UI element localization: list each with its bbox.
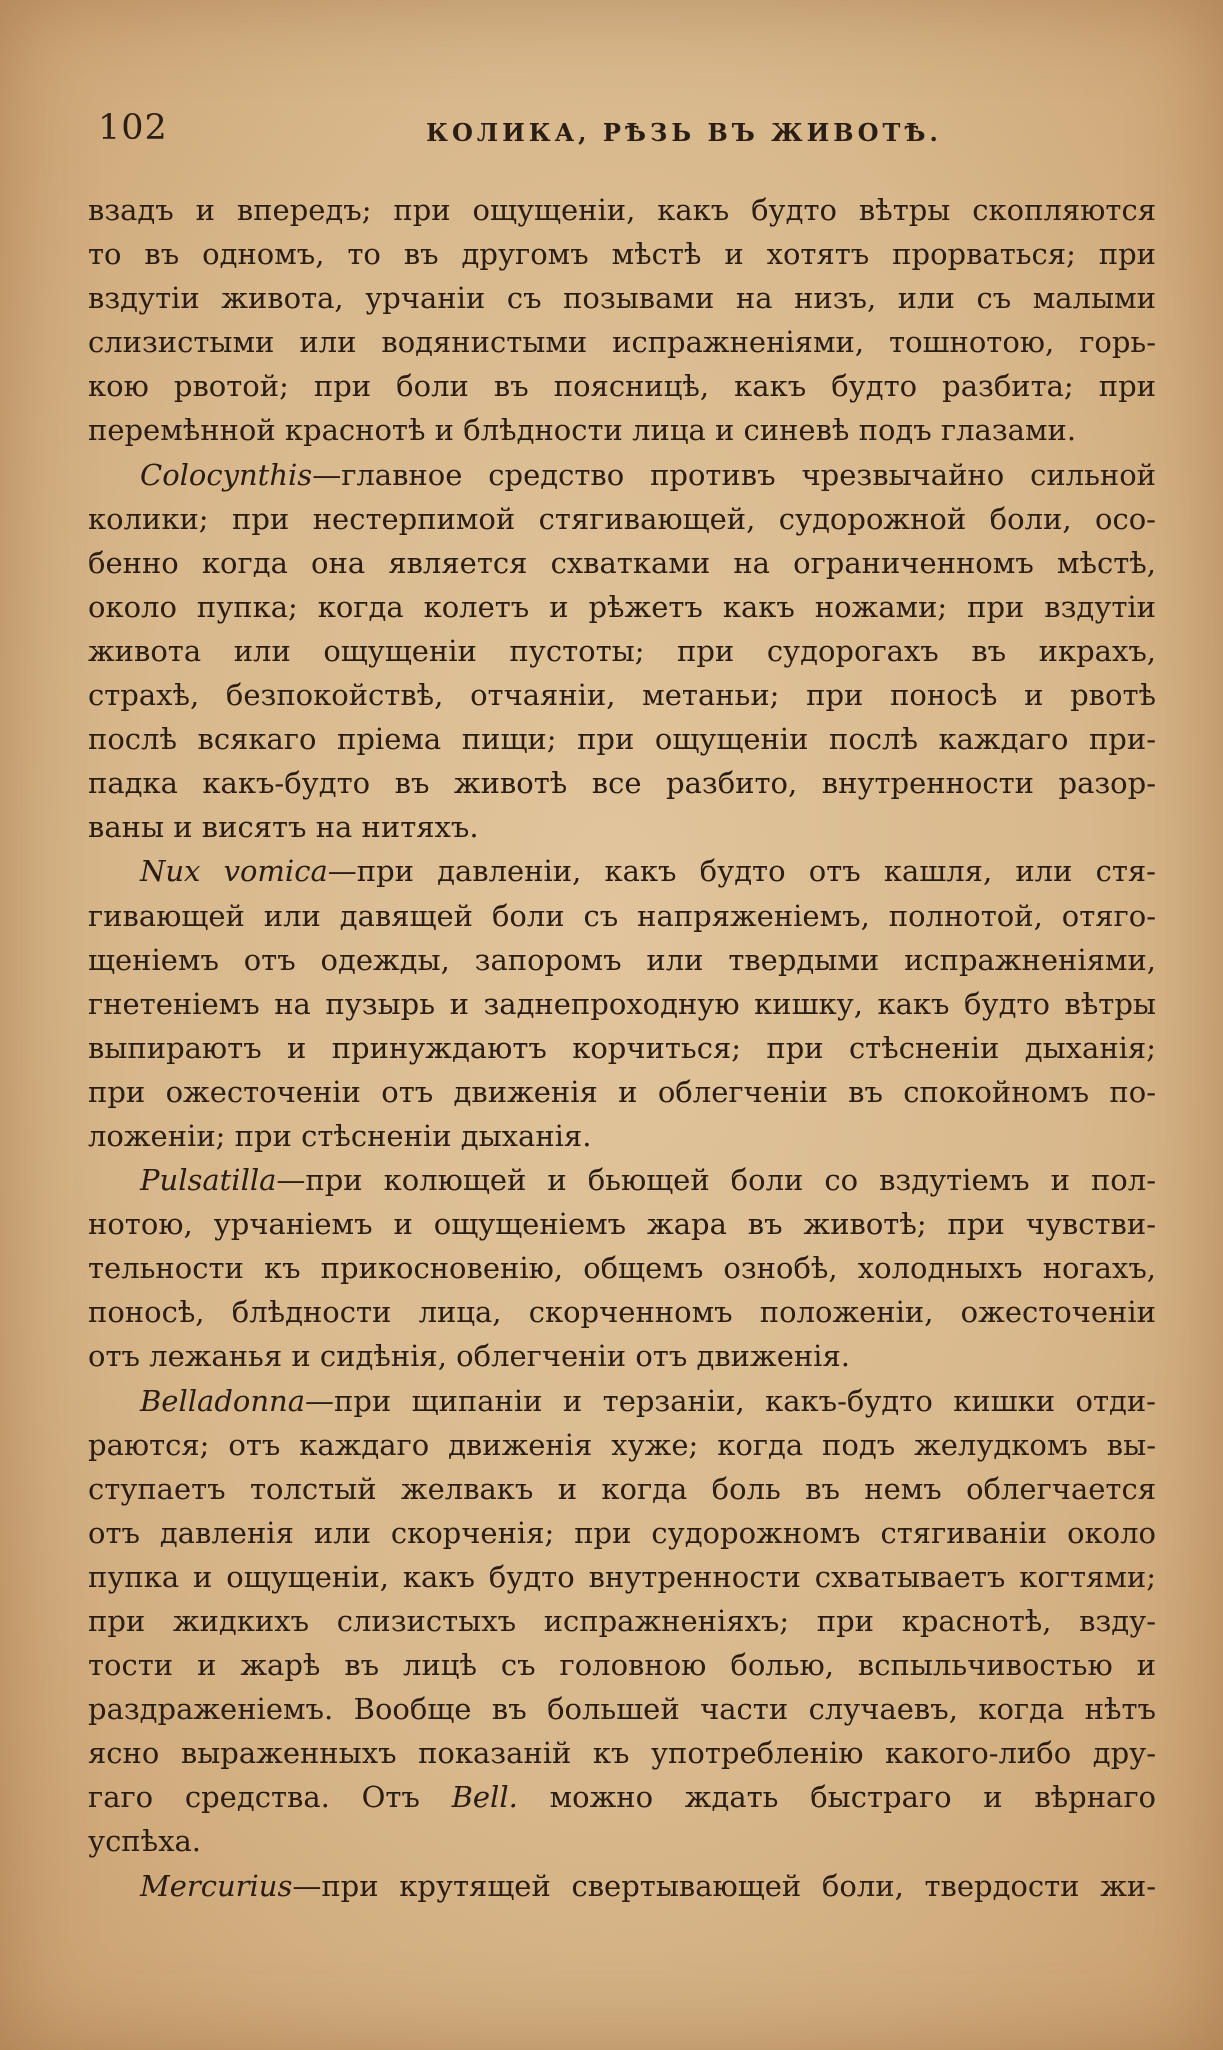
text-line — [88, 453, 1156, 497]
line-text: то въ одномъ, то въ другомъ мѣстѣ и хотятъ прорваться; при — [88, 237, 1156, 272]
line-text: ложеніи; при стѣсненіи дыханія. — [88, 1118, 592, 1153]
line-text: тельности къ прикосновенію, общемъ ознобѣ, холодныхъ ногахъ, — [88, 1251, 1156, 1286]
text-line — [88, 982, 1156, 1026]
line-text: отъ давленія или скорченія; при судорожномъ стягиваніи около — [88, 1515, 1156, 1550]
text-line — [88, 585, 1156, 629]
line-text: страхѣ, безпокойствѣ, отчаяніи, метаньи; при поносѣ и рвотѣ — [88, 678, 1156, 713]
line-text: при жидкихъ слизистыхъ испражненіяхъ; при краснотѣ, взду- — [88, 1604, 1156, 1638]
line-text: отъ лежанья и сидѣнія, облегченіи отъ движенія. — [88, 1339, 850, 1374]
text-line — [88, 1467, 1156, 1511]
text-line — [88, 805, 1156, 849]
text-line — [88, 1864, 1156, 1908]
text-line — [88, 1379, 1156, 1423]
line-text: около пупка; когда колетъ и рѣжетъ какъ ножами; при вздутіи — [88, 589, 1156, 624]
remedy-name: Colocynthis — [140, 457, 313, 492]
line-text: гнетеніемъ на пузырь и заднепроходную кишку, какъ будто вѣтры — [88, 986, 1156, 1021]
text-line — [88, 849, 1156, 893]
text-line — [88, 1026, 1156, 1070]
text-line — [88, 232, 1156, 276]
text-line — [88, 673, 1156, 717]
line-text: слизистыми или водянистыми испражненіями, тошнотою, горь- — [88, 325, 1156, 360]
text-line — [88, 1246, 1156, 1290]
line-text: раздраженіемъ. Вообще въ большей части случаевъ, когда нѣтъ — [88, 1692, 1156, 1727]
line-text: —главное средство противъ чрезвычайно сильной — [312, 457, 1156, 492]
line-text: колики; при нестерпимой стягивающей, судорожной боли, осо- — [88, 501, 1156, 536]
line-text: успѣха. — [88, 1824, 201, 1859]
text-line — [88, 938, 1156, 982]
line-text: можно ждать быстраго и вѣрнаго — [517, 1780, 1156, 1815]
text-line — [88, 364, 1156, 408]
page-number: 102 — [98, 108, 168, 148]
text-line — [88, 1511, 1156, 1555]
text-line — [88, 1599, 1156, 1643]
text-line — [88, 1555, 1156, 1599]
line-text: —при крутящей свертывающей боли, твердости жи- — [292, 1868, 1156, 1903]
line-text: пупка и ощущеніи, какъ будто внутренности схватываетъ когтями; — [88, 1559, 1156, 1594]
line-text-lead: гаго средства. Отъ — [88, 1780, 452, 1815]
remedy-name: Nux vomica — [140, 854, 328, 889]
text-line — [88, 1158, 1156, 1202]
running-head: КОЛИКА, РѢЗЬ ВЪ ЖИВОТѢ. — [426, 118, 942, 147]
remedy-name: Mercurius — [140, 1868, 293, 1903]
text-line — [88, 1114, 1156, 1158]
text-line — [88, 497, 1156, 541]
line-text: при ожесточеніи отъ движенія и облегченіи въ спокойномъ по- — [88, 1074, 1156, 1109]
page-header — [94, 108, 1154, 158]
line-text: гивающей или давящей боли съ напряженіемъ, полнотой, отяго- — [88, 898, 1156, 933]
line-text: —при давленіи, какъ будто отъ кашля, или стя- — [327, 854, 1156, 889]
text-line — [88, 1731, 1156, 1775]
line-text: раются; отъ каждаго движенія хуже; когда подъ желудкомъ вы- — [88, 1427, 1156, 1462]
line-text: тости и жарѣ въ лицѣ съ головною болью, вспыльчивостью и — [88, 1648, 1156, 1683]
line-text: нотою, урчаніемъ и ощущеніемъ жара въ животѣ; при чувстви- — [88, 1207, 1156, 1242]
line-text: поносѣ, блѣдности лица, скорченномъ положеніи, ожесточеніи — [88, 1295, 1156, 1330]
text-line — [88, 1423, 1156, 1467]
line-text: кою рвотой; при боли въ поясницѣ, какъ будто разбита; при — [88, 369, 1156, 404]
remedy-name: Belladonna — [140, 1383, 305, 1418]
line-text: падка какъ-будто въ животѣ все разбито, внутренности разор- — [88, 766, 1156, 801]
line-text: взадъ и впередъ; при ощущеніи, какъ будто вѣтры скопляются — [88, 193, 1156, 227]
text-line — [88, 1202, 1156, 1246]
text-line — [88, 629, 1156, 673]
line-text: ваны и висятъ на нитяхъ. — [88, 810, 479, 845]
text-line — [88, 1290, 1156, 1334]
text-line — [88, 1775, 1156, 1819]
line-text: ступаетъ толстый желвакъ и когда боль въ немъ облегчается — [88, 1471, 1156, 1506]
text-line — [88, 320, 1156, 364]
line-text: перемѣнной краснотѣ и блѣдности лица и синевѣ подъ глазами. — [88, 413, 1077, 448]
text-line — [88, 894, 1156, 938]
line-text: ясно выраженныхъ показаній къ употребленію какого-либо дру- — [88, 1736, 1156, 1771]
text-line — [88, 1334, 1156, 1378]
line-text: —при колющей и бьющей боли со вздутіемъ и пол- — [276, 1163, 1156, 1198]
body-text — [88, 188, 1156, 1908]
line-text: —при щипаніи и терзаніи, какъ-будто кишки отди- — [304, 1383, 1156, 1418]
line-text: щеніемъ отъ одежды, запоромъ или твердыми испражненіями, — [88, 942, 1156, 977]
text-line — [88, 1819, 1156, 1863]
text-line — [88, 408, 1156, 452]
line-text: вздутіи живота, урчаніи съ позывами на низъ, или съ малыми — [88, 281, 1156, 316]
text-line — [88, 1070, 1156, 1114]
text-line — [88, 541, 1156, 585]
remedy-name: Bell. — [451, 1780, 518, 1815]
text-line — [88, 1643, 1156, 1687]
remedy-name: Pulsatilla — [140, 1163, 277, 1198]
text-line — [88, 276, 1156, 320]
text-line — [88, 188, 1156, 232]
text-line — [88, 1687, 1156, 1731]
line-text: выпираютъ и принуждаютъ корчиться; при стѣсненіи дыханія; — [88, 1030, 1156, 1065]
line-text: послѣ всякаго пріема пищи; при ощущеніи послѣ каждаго при- — [88, 722, 1156, 757]
line-text: бенно когда она является схватками на ограниченномъ мѣстѣ, — [88, 545, 1156, 580]
line-text: живота или ощущеніи пустоты; при судорогахъ въ икрахъ, — [88, 633, 1156, 668]
text-line — [88, 761, 1156, 805]
text-line — [88, 717, 1156, 761]
